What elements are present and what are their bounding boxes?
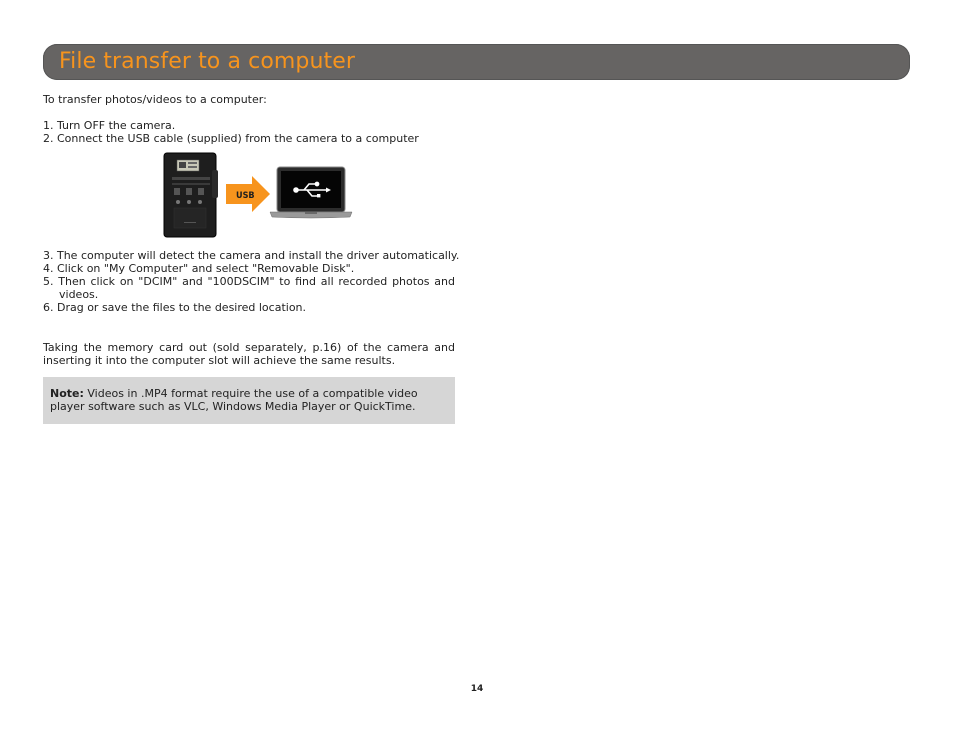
camera-icon: [164, 153, 218, 237]
step-4: 4. Click on "My Computer" and select "Removable Disk".: [43, 262, 355, 275]
usb-arrow-icon: [226, 176, 270, 212]
step-2: 2. Connect the USB cable (supplied) from the camera to a computer: [43, 132, 419, 145]
note-label: Note:: [50, 387, 84, 400]
step-3: 3. The computer will detect the camera and install the driver automatically.: [43, 249, 460, 262]
note-text: [50, 387, 450, 413]
usb-label: USB: [236, 191, 255, 201]
header-bar: [43, 44, 910, 80]
intro-text: To transfer photos/videos to a computer:: [43, 93, 267, 106]
note-box: [43, 377, 455, 424]
camera-to-computer-illustration: [160, 152, 356, 240]
note-body: Videos in .MP4 format require the use of a compatible video player software such as VLC, Windows Media Player or QuickTime.: [50, 387, 418, 413]
alt-method-text: Taking the memory card out (sold separately, p.16) of the camera and inserting it into the computer slot will achieve the same results.: [43, 341, 455, 367]
step-6: 6. Drag or save the files to the desired location.: [43, 301, 307, 314]
page-title: File transfer to a computer: [59, 49, 356, 74]
laptop-icon: [270, 167, 352, 218]
page-number: 14: [470, 684, 484, 694]
step-5: 5. Then click on "DCIM" and "100DSCIM" to find all recorded photos and videos.: [43, 275, 455, 301]
step-1: 1. Turn OFF the camera.: [43, 119, 176, 132]
